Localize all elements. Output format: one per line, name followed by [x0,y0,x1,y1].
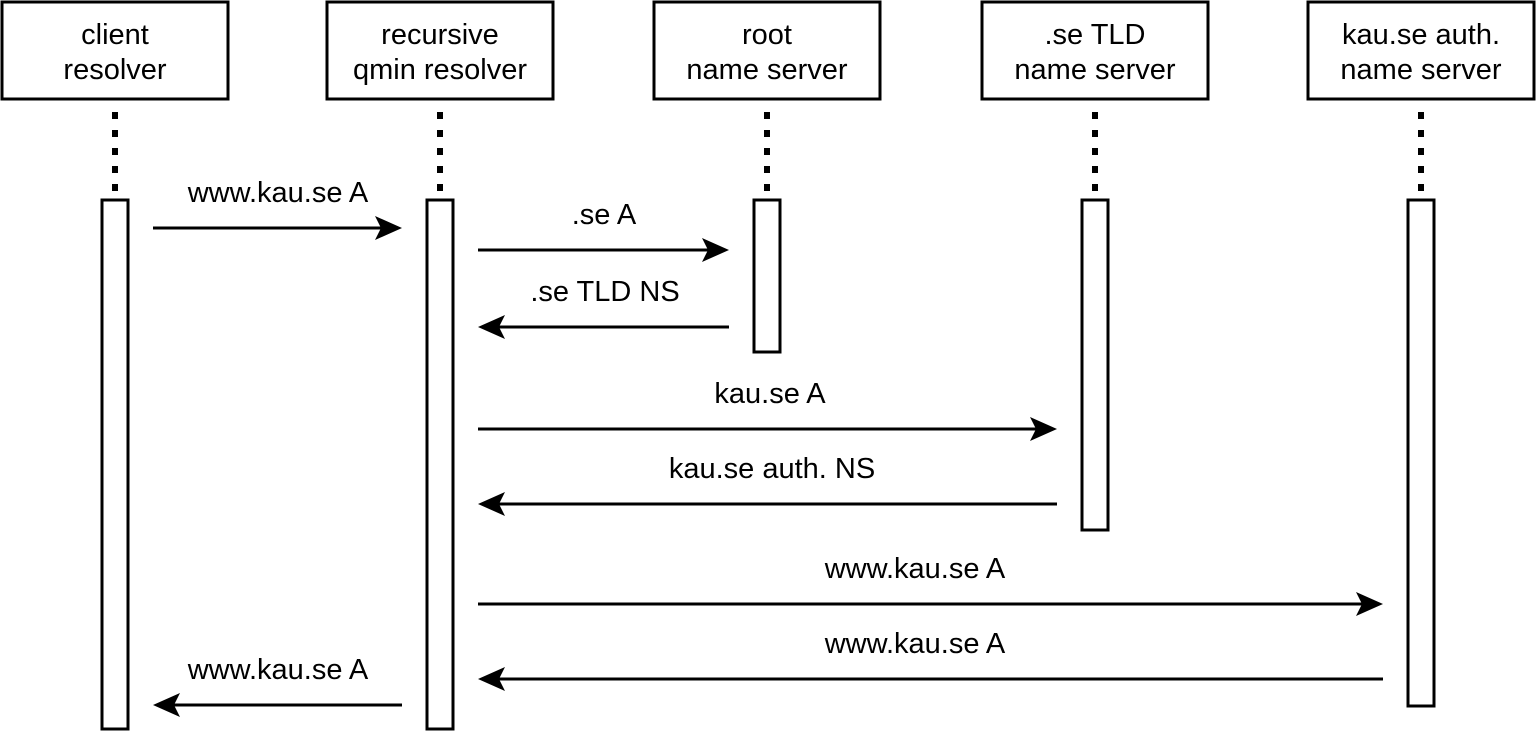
actor-kau-auth [1308,2,1534,706]
message-label: www.kau.se A [824,553,1006,585]
message-4 [478,378,1057,441]
message-label: www.kau.se A [187,654,369,686]
activation-bar-recursive [427,200,453,729]
message-5 [478,453,1057,516]
message-label: kau.se A [714,378,826,410]
actor-recursive [327,2,553,729]
actor-label-root: root name server [686,19,848,86]
message-label: .se A [571,199,637,231]
message-1 [153,177,402,240]
message-3 [478,276,729,339]
message-label: www.kau.se A [824,628,1006,660]
message-6 [478,553,1383,616]
actor-root [654,2,880,352]
message-label: .se TLD NS [530,276,680,308]
actor-label-client: client resolver [63,19,167,86]
actor-se-tld [982,2,1208,530]
message-2 [478,199,729,262]
message-8 [153,654,402,717]
message-label: www.kau.se A [187,177,369,209]
actor-client [2,2,228,729]
actor-label-kau-auth: kau.se auth. name server [1340,19,1502,86]
message-7 [478,628,1383,691]
message-label: kau.se auth. NS [668,453,876,485]
actor-label-se-tld: .se TLD name server [1014,19,1176,86]
actor-label-recursive: recursive qmin resolver [352,19,528,86]
activation-bar-kau-auth [1408,200,1434,706]
activation-bar-root [754,200,780,352]
activation-bar-client [102,200,128,729]
activation-bar-se-tld [1082,200,1108,530]
